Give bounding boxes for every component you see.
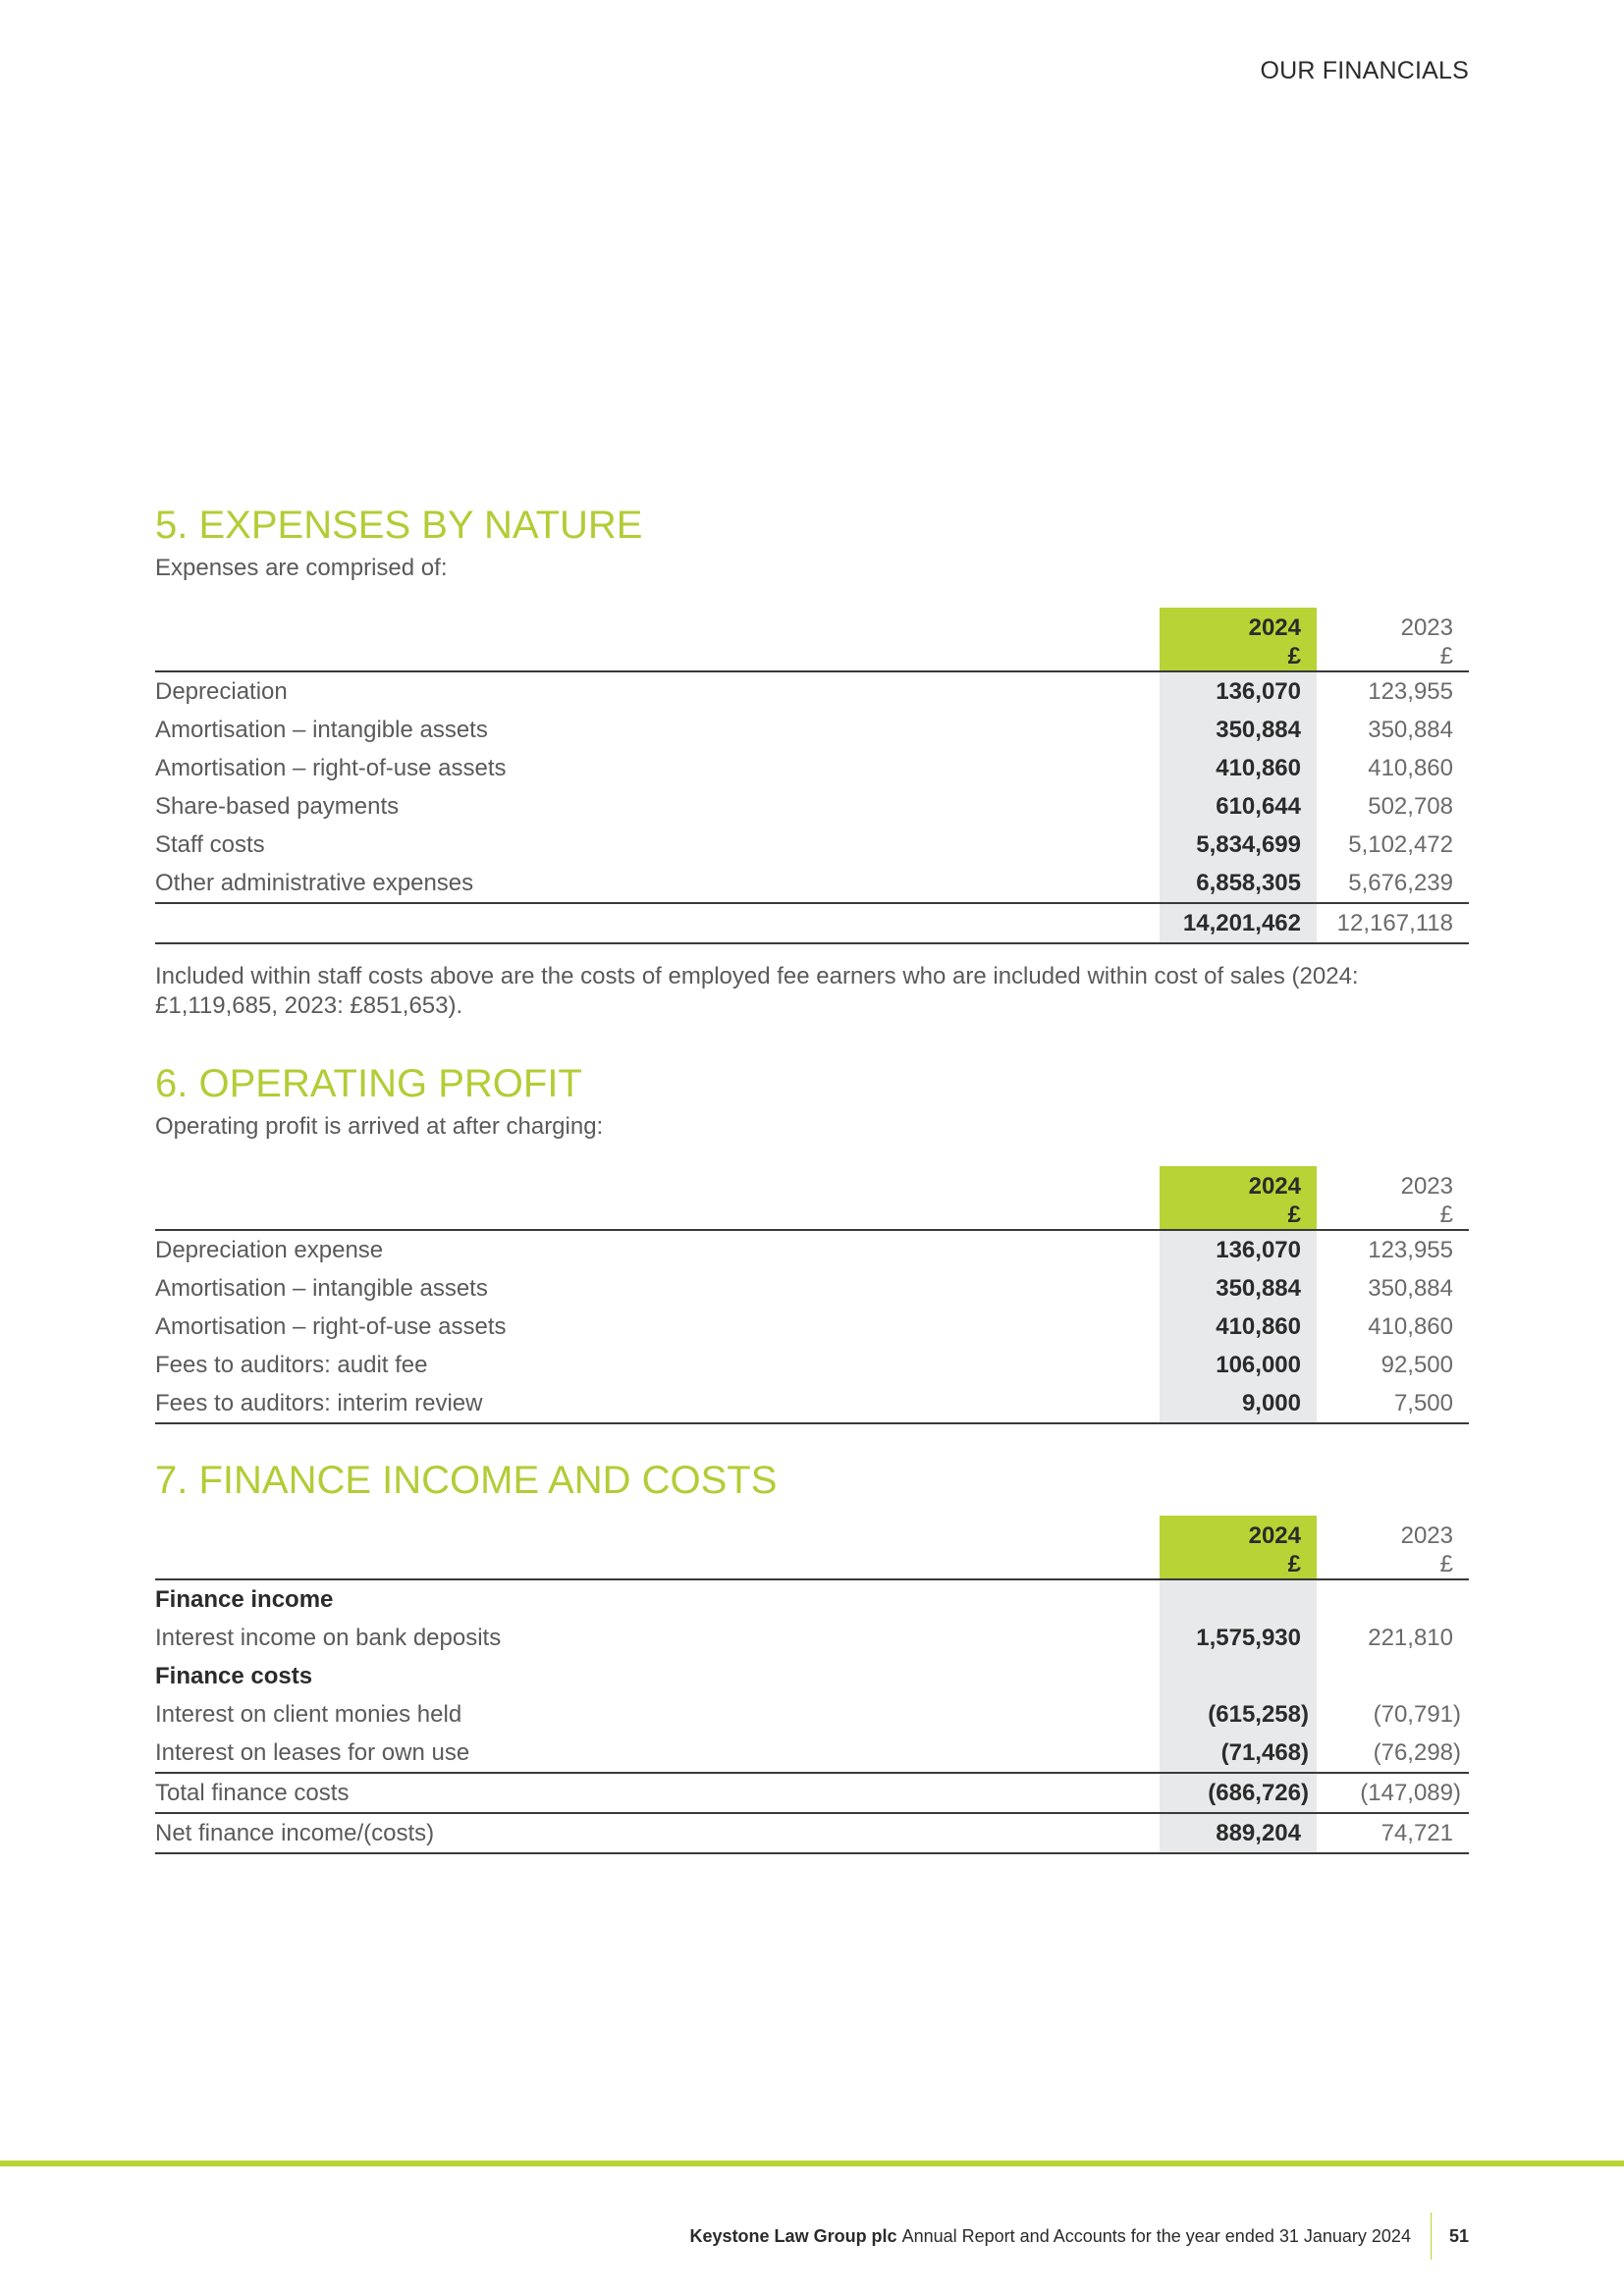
current-year-value: (71,468) — [1160, 1734, 1317, 1773]
current-year-label: 2024 — [1248, 1522, 1301, 1549]
prior-year-value: 5,102,472 — [1348, 831, 1453, 858]
staff-costs-note: Included within staff costs above are the costs of employed fee earners who are included within cost of sales (2024: £1,119,685, 2023: £851,653). — [155, 963, 1359, 1019]
row-label: Amortisation – intangible assets — [155, 1275, 488, 1302]
currency-label: £ — [1287, 1551, 1301, 1577]
prior-year-value: (70,791) — [1373, 1701, 1461, 1728]
prior-year-header — [1317, 1166, 1469, 1230]
footer-company: Keystone Law Group plc — [689, 2225, 897, 2246]
current-year-total: (686,726) — [1160, 1773, 1317, 1813]
current-year-value: 350,884 — [1160, 1269, 1317, 1308]
row-label: Amortisation – right-of-use assets — [155, 755, 507, 781]
section-title: 7. FINANCE INCOME AND COSTS — [155, 1459, 778, 1502]
row-label: Share-based payments — [155, 793, 400, 820]
row-label: Interest on client monies held — [155, 1701, 462, 1728]
prior-year-value: 350,884 — [1368, 717, 1453, 743]
prior-year-value: (76,298) — [1373, 1739, 1461, 1766]
section-intro: Operating profit is arrived at after charging: — [155, 1113, 604, 1140]
table-row — [155, 1269, 1469, 1308]
prior-year-value: 410,860 — [1368, 1313, 1453, 1340]
currency-label: £ — [1439, 643, 1453, 669]
section-expenses-by-nature — [155, 504, 1469, 1021]
current-year-value: 410,860 — [1160, 749, 1317, 787]
current-year-value: 350,884 — [1160, 711, 1317, 749]
label-column-header — [155, 608, 1160, 671]
row-label: Depreciation — [155, 678, 288, 705]
table-row — [155, 1230, 1469, 1269]
label-column-header — [155, 1166, 1160, 1230]
prior-year-value — [1317, 1579, 1469, 1619]
table-row — [155, 1346, 1469, 1384]
current-year-value: 136,070 — [1160, 1230, 1317, 1269]
footer-rule — [0, 2161, 1624, 2166]
current-year-value: 5,834,699 — [1160, 826, 1317, 864]
section-operating-profit — [155, 1062, 1469, 1424]
current-year-value: 106,000 — [1160, 1346, 1317, 1384]
table-row — [155, 1308, 1469, 1346]
current-year-header — [1160, 608, 1317, 671]
prior-year-value: 123,955 — [1368, 678, 1453, 705]
finance-table — [155, 1516, 1469, 1854]
table-row — [155, 787, 1469, 826]
table-row — [155, 749, 1469, 787]
row-label: Fees to auditors: interim review — [155, 1384, 1160, 1423]
operating-profit-table — [155, 1166, 1469, 1424]
table-row — [155, 864, 1469, 903]
prior-year-value: 92,500 — [1380, 1352, 1453, 1378]
table-row — [155, 1384, 1469, 1423]
prior-year-label: 2023 — [1400, 1173, 1453, 1200]
table-row — [155, 826, 1469, 864]
current-year-value: 410,860 — [1160, 1308, 1317, 1346]
prior-year-label: 2023 — [1400, 614, 1453, 641]
current-year-value: (615,258) — [1160, 1695, 1317, 1734]
total-row — [155, 903, 1469, 943]
prior-year-total: 12,167,118 — [1317, 903, 1469, 943]
currency-label: £ — [1439, 1551, 1453, 1577]
current-year-total: 14,201,462 — [1160, 903, 1317, 943]
row-label: Total finance costs — [155, 1773, 1160, 1813]
table-row — [155, 1734, 1469, 1773]
prior-year-value: 502,708 — [1368, 793, 1453, 820]
label-column-header — [155, 1516, 1160, 1579]
current-year-value: 610,644 — [1160, 787, 1317, 826]
total-row — [155, 1773, 1469, 1813]
currency-label: £ — [1287, 643, 1301, 669]
row-label: Interest on leases for own use — [155, 1739, 470, 1766]
page-footer — [690, 2213, 1469, 2260]
current-year-value: 6,858,305 — [1160, 864, 1317, 903]
row-label: Depreciation expense — [155, 1237, 384, 1263]
table-header-row — [155, 608, 1469, 671]
prior-year-header — [1317, 608, 1469, 671]
row-label: Amortisation – right-of-use assets — [155, 1313, 507, 1340]
current-year-value: 9,000 — [1160, 1384, 1317, 1423]
section-title: 6. OPERATING PROFIT — [155, 1062, 582, 1105]
current-year-label: 2024 — [1248, 1173, 1301, 1200]
current-year-value — [1160, 1657, 1317, 1695]
current-year-header — [1160, 1166, 1317, 1230]
table-header-row — [155, 1516, 1469, 1579]
table-row — [155, 671, 1469, 711]
section-title: 5. EXPENSES BY NATURE — [155, 504, 643, 547]
prior-year-value: 123,955 — [1368, 1237, 1453, 1263]
prior-year-total: 74,721 — [1317, 1813, 1469, 1853]
table-row — [155, 711, 1469, 749]
currency-label: £ — [1439, 1201, 1453, 1228]
prior-year-label: 2023 — [1400, 1522, 1453, 1549]
expenses-table — [155, 608, 1469, 944]
prior-year-header — [1317, 1516, 1469, 1579]
table-header-row — [155, 1166, 1469, 1230]
row-label: Interest income on bank deposits — [155, 1625, 502, 1651]
footer-report-title: Annual Report and Accounts for the year ended 31 January 2024 — [901, 2225, 1411, 2246]
table-row — [155, 1695, 1469, 1734]
subheading-label: Finance income — [155, 1586, 334, 1613]
row-label: Staff costs — [155, 831, 265, 858]
prior-year-value: 5,676,239 — [1348, 870, 1453, 896]
section-finance-income-and-costs — [155, 1459, 1469, 1854]
footer-divider — [1431, 2213, 1432, 2260]
current-year-total: 889,204 — [1160, 1813, 1317, 1853]
subheading-label: Finance costs — [155, 1663, 313, 1689]
prior-year-total: (147,089) — [1317, 1773, 1469, 1813]
subheading-row — [155, 1579, 1469, 1619]
prior-year-value: 350,884 — [1368, 1275, 1453, 1302]
row-label: Net finance income/(costs) — [155, 1813, 1160, 1853]
current-year-value: 136,070 — [1160, 671, 1317, 711]
current-year-header — [1160, 1516, 1317, 1579]
prior-year-value: 221,810 — [1368, 1625, 1453, 1651]
row-label: Other administrative expenses — [155, 870, 474, 896]
table-row — [155, 1619, 1469, 1657]
current-year-value: 1,575,930 — [1160, 1619, 1317, 1657]
prior-year-value: 7,500 — [1317, 1384, 1469, 1423]
row-label: Fees to auditors: audit fee — [155, 1352, 428, 1378]
row-label: Amortisation – intangible assets — [155, 717, 488, 743]
running-header: OUR FINANCIALS — [1260, 57, 1469, 84]
row-label — [155, 903, 1160, 943]
section-intro: Expenses are comprised of: — [155, 555, 448, 581]
page-number: 51 — [1448, 2225, 1469, 2246]
current-year-label: 2024 — [1248, 614, 1301, 641]
prior-year-value: 410,860 — [1368, 755, 1453, 781]
subheading-row — [155, 1657, 1469, 1695]
total-row — [155, 1813, 1469, 1853]
currency-label: £ — [1287, 1201, 1301, 1228]
prior-year-value — [1317, 1657, 1469, 1695]
current-year-value — [1160, 1579, 1317, 1619]
